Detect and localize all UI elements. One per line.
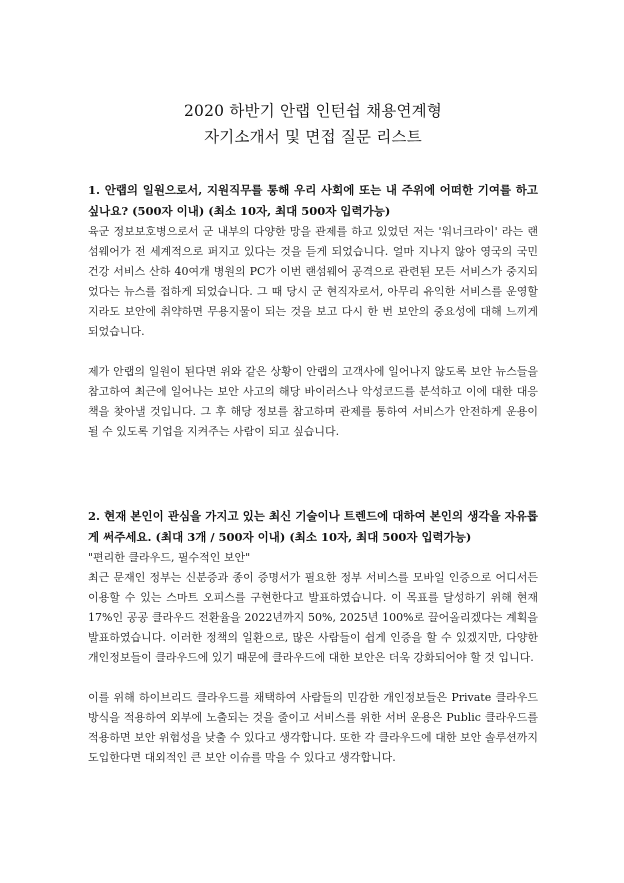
question-1-heading: 1. 안랩의 일원으로서, 지원직무를 통해 우리 사회에 또는 내 주위에 어떠한 기여를 하고 싶나요? (500자 이내) (최소 10자, 최대 500자 입력가능) [88, 183, 538, 218]
question-section-1 [88, 180, 538, 442]
answer-2-paragraph-1: 최근 문재인 정부는 신분증과 종이 증명서가 필요한 정부 서비스를 모바일 인증으로 어디서든 이용할 수 있는 스마트 오피스를 구현한다고 발표하였습니다. 이 목표를 달성하기 위해 현재 17%인 공공 클라우드 전환율을 2022년까지 50%, 2025년 100%로 끌어올리겠다는 계획을 발표하였습니다. 이러한 정책의 일환으로, 많은 사람들이 쉽게 인증을 할 수 있겠지만, 다양한 개인정보들이 클라우드에 있기 때문에 클라우드에 대한 보안은 더욱 강화되어야 할 것 입니다. [88, 571, 538, 664]
document-title [88, 98, 538, 150]
document-page [88, 98, 538, 768]
answer-2-paragraph-2: 이를 위해 하이브리드 클라우드를 채택하여 사람들의 민감한 개인정보들은 Private 클라우드 방식을 적용하여 외부에 노출되는 것을 줄이고 서비스를 위한 서버 운용은 Public 클라우드를 적용하면 보안 위험성을 낮출 수 있다고 생각합니다. 또한 각 클라우드에 대한 보안 솔루션까지 도입한다면 대외적인 큰 보안 이슈를 막을 수 있다고 생각합니다. [88, 691, 538, 764]
question-2-heading: 2. 현재 본인이 관심을 가지고 있는 최신 기술이나 트렌드에 대하여 본인의 생각을 자유롭게 써주세요. (최대 3개 / 500자 이내) (최소 10자, 최대 500자 입력가능) [88, 509, 538, 544]
answer-1-paragraph-2: 제가 안랩의 일원이 된다면 위와 같은 상황이 안랩의 고객사에 일어나지 않도록 보안 뉴스들을 참고하여 최근에 일어나는 보안 사고의 해당 바이러스나 악성코드를 분석하고 이에 대한 대응책을 찾아낼 것입니다. 그 후 해당 정보를 참고하며 관제를 통하여 서비스가 안전하게 운용이 될 수 있도록 기업을 지켜주는 사람이 되고 싶습니다. [88, 365, 538, 438]
answer-1-paragraph-1: 육군 정보보호병으로서 군 내부의 다양한 망을 관제를 하고 있었던 저는 '워너크라이' 라는 랜섬웨어가 전 세계적으로 퍼지고 있다는 것을 듣게 되었습니다. 얼마 지나지 않아 영국의 국민 건강 서비스 산하 40여개 병원의 PC가 이번 랜섬웨어 공격으로 관련된 모든 서비스가 중지되었다는 뉴스를 접하게 되었습니다. 그 때 당시 군 현직자로서, 아무리 유익한 서비스를 운영할 지라도 보안에 취약하면 무용지물이 되는 것을 보고 다시 한 번 보안의 중요성에 대해 느끼게 되었습니다. [88, 225, 538, 338]
question-section-2 [88, 506, 538, 768]
title-line-1: 2020 하반기 안랩 인턴쉽 채용연계형 [183, 102, 442, 120]
title-line-2: 자기소개서 및 면접 질문 리스트 [204, 128, 422, 146]
answer-2-subtitle: "편리한 클라우드, 필수적인 보안" [88, 551, 251, 564]
